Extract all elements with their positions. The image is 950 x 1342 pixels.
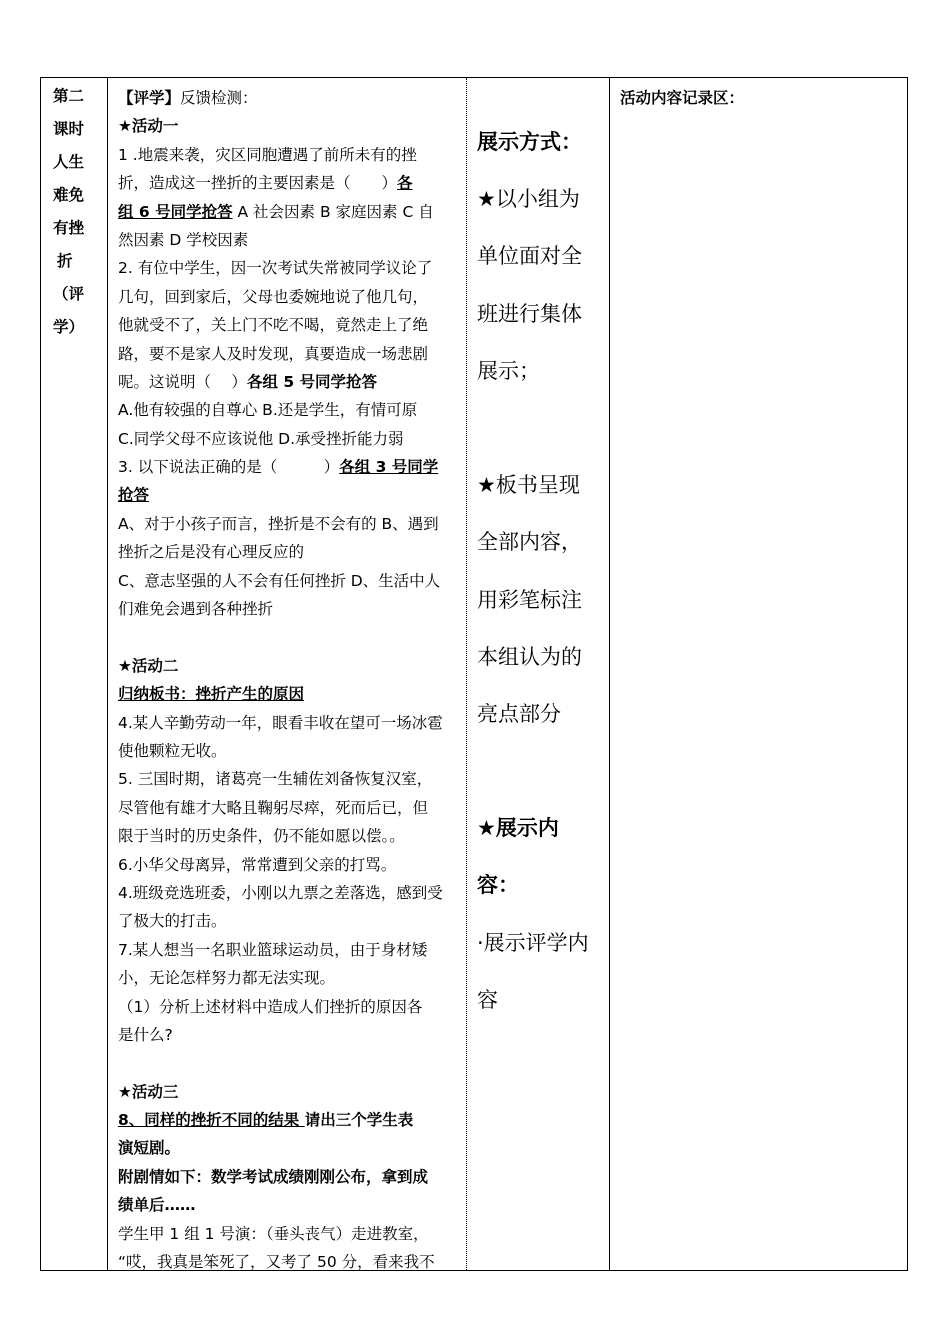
q3-line: 3. 以下说法正确的是（ ）各组 3 号同学 bbox=[118, 458, 439, 477]
material-line: 6.小华父母离异，常常遭到父亲的打骂。 bbox=[118, 855, 397, 874]
record-column bbox=[610, 78, 909, 1270]
display-column bbox=[467, 78, 610, 1270]
material-line: 4.班级竞选班委，小刚以九票之差落选，感到受 bbox=[118, 883, 443, 902]
activity-3-heading: ★活动三 bbox=[118, 1082, 179, 1101]
display-method bbox=[477, 114, 605, 1029]
display-line: ★板书呈现 bbox=[477, 473, 580, 498]
lesson-title-line: 难免 bbox=[53, 186, 85, 204]
question-line: （1）分析上述材料中造成人们挫折的原因各 bbox=[118, 997, 423, 1016]
q1-line: 折，造成这一挫折的主要因素是（ ）各 bbox=[118, 174, 413, 193]
material-line: 4.某人辛勤劳动一年，眼看丰收在望可一场冰雹 bbox=[118, 713, 443, 732]
lesson-table bbox=[40, 77, 908, 1271]
q2-option: C.同学父母不应该说他 D.承受挫折能力弱 bbox=[118, 429, 404, 448]
display-line: 本组认为的 bbox=[477, 644, 582, 669]
lesson-title-line: 课时 bbox=[53, 120, 85, 138]
display-line: ·展示评学内 bbox=[477, 930, 589, 955]
content-column bbox=[108, 78, 467, 1270]
lesson-title-line: 人生 bbox=[53, 153, 85, 171]
q2-line: 呢。这说明（ ）各组 5 号同学抢答 bbox=[118, 372, 378, 391]
material-line: 使他颗粒无收。 bbox=[118, 741, 227, 760]
display-title: 展示方式： bbox=[477, 130, 582, 154]
display-line: 全部内容， bbox=[477, 530, 582, 555]
activity-2-title: 归纳板书：挫折产生的原因 bbox=[118, 685, 305, 704]
section-header: 【评学】反馈检测： bbox=[118, 89, 258, 107]
material-line: 尽管他有雄才大略且鞠躬尽瘁，死而后已，但 bbox=[118, 798, 429, 817]
exercise-content bbox=[118, 84, 458, 1276]
q1-line: 组 6 号同学抢答 A 社会因素 B 家庭因素 C 自 bbox=[118, 202, 434, 221]
q3-option: 挫折之后是没有心理反应的 bbox=[118, 543, 305, 562]
q8-line: 演短剧。 bbox=[118, 1139, 181, 1158]
q3-option: 们难免会遇到各种挫折 bbox=[118, 600, 274, 619]
script-line: 学生甲 1 组 1 号演：（垂头丧气）走进教室， bbox=[118, 1224, 429, 1243]
activity-2-heading: ★活动二 bbox=[118, 656, 179, 675]
lesson-title-line: 第二 bbox=[53, 87, 85, 105]
display-line: 展示； bbox=[477, 358, 540, 383]
lesson-title-line: 折 bbox=[57, 252, 73, 270]
q8-line: 8、同样的挫折不同的结果 请出三个学生表 bbox=[118, 1111, 414, 1130]
lesson-column bbox=[41, 78, 108, 1270]
q2-line: 路，要不是家人及时发现，真要造成一场悲剧 bbox=[118, 344, 429, 363]
record-area-title: 活动内容记录区： bbox=[620, 89, 745, 107]
plot-line: 绩单后…… bbox=[118, 1196, 196, 1215]
material-line: 7.某人想当一名职业篮球运动员，由于身材矮 bbox=[118, 940, 428, 959]
script-line: “哎，我真是笨死了，又考了 50 分，看来我不 bbox=[118, 1253, 435, 1272]
plot-line: 附剧情如下：数学考试成绩刚刚公布，拿到成 bbox=[118, 1167, 429, 1186]
display-line: 用彩笔标注 bbox=[477, 587, 582, 612]
lesson-title-line: （评 bbox=[53, 285, 85, 303]
q1-line: 然因素 D 学校因素 bbox=[118, 230, 249, 249]
question-line: 是什么? bbox=[118, 1025, 173, 1044]
lesson-title-line: 学） bbox=[53, 318, 85, 336]
q1-line: 1 .地震来袭，灾区同胞遭遇了前所未有的挫 bbox=[118, 145, 417, 164]
material-line: 小，无论怎样努力都无法实现。 bbox=[118, 969, 336, 988]
q3-option: A、对于小孩子而言，挫折是不会有的 B、遇到 bbox=[118, 514, 439, 533]
display-line: 容 bbox=[477, 987, 498, 1012]
lesson-title-line: 有挫 bbox=[53, 219, 85, 237]
material-line: 5. 三国时期，诸葛亮一生辅佐刘备恢复汉室， bbox=[118, 770, 433, 789]
display-line: 亮点部分 bbox=[477, 701, 561, 726]
lesson-title bbox=[53, 80, 101, 344]
material-line: 了极大的打击。 bbox=[118, 912, 227, 931]
display-line: 班进行集体 bbox=[477, 301, 582, 326]
q2-line: 他就受不了，关上门不吃不喝，竟然走上了绝 bbox=[118, 316, 429, 335]
display-content-title: ★展示内 bbox=[477, 816, 559, 841]
display-line: ★以小组为 bbox=[477, 187, 580, 212]
q2-line: 几句，回到家后，父母也委婉地说了他几句， bbox=[118, 287, 429, 306]
material-line: 限于当时的历史条件，仍不能如愿以偿。。 bbox=[118, 827, 405, 846]
q2-option: A.他有较强的自尊心 B.还是学生，有情可原 bbox=[118, 401, 418, 420]
activity-1-heading: ★活动一 bbox=[118, 117, 179, 136]
display-content-title: 容： bbox=[477, 873, 519, 898]
display-line: 单位面对全 bbox=[477, 244, 582, 269]
q3-line: 抢答 bbox=[118, 486, 150, 505]
q2-line: 2. 有位中学生，因一次考试失常被同学议论了 bbox=[118, 259, 433, 278]
q3-option: C、意志坚强的人不会有任何挫折 D、生活中人 bbox=[118, 571, 441, 590]
